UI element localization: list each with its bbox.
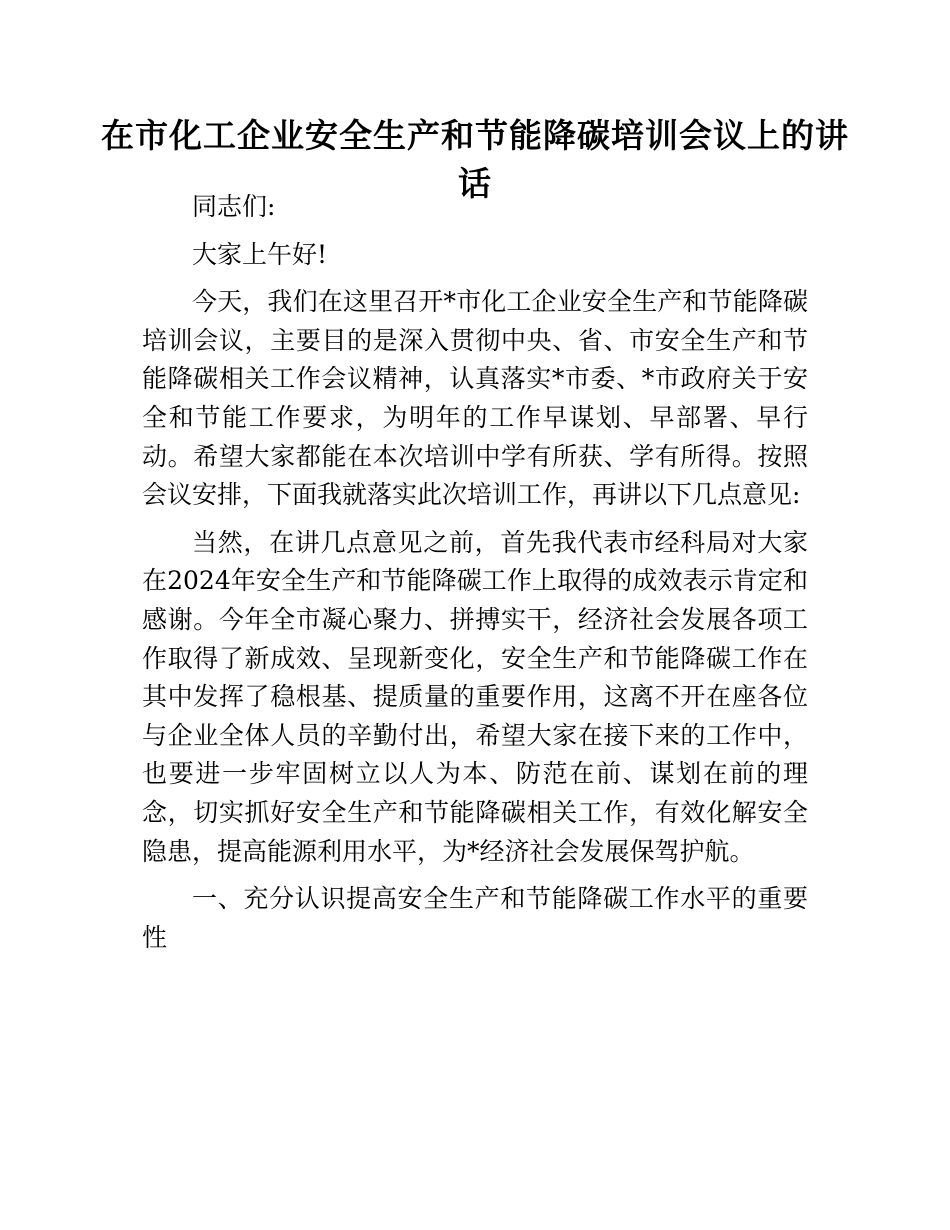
section-heading: 一、充分认识提高安全生产和节能降碳工作水平的重要性 <box>142 884 808 952</box>
paragraph: 今天，我们在这里召开*市化工企业安全生产和节能降碳培训会议，主要目的是深入贯彻中央、省、市安全生产和节能降碳相关工作会议精神，认真落实*市委、*市政府关于安全和节能工作要求，为明年的工作早谋划、早部署、早行动。希望大家都能在本次培训中学有所获、学有所得。按照会议安排，下面我就落实此次培训工作，再讲以下几点意见: <box>142 287 808 510</box>
salutation: 同志们: <box>192 192 276 221</box>
paragraph: 当然，在讲几点意见之前，首先我代表市经科局对大家在2024年安全生产和节能降碳工作上取得的成效表示肯定和感谢。今年全市凝心聚力、拼搏实干，经济社会发展各项工作取得了新成效、呈现新变化，安全生产和节能降碳工作在其中发挥了稳根基、提质量的重要作用，这离不开在座各位与企业全体人员的辛勤付出，希望大家在接下来的工作中，也要进一步牢固树立以人为本、防范在前、谋划在前的理念，切实抓好安全生产和节能降碳相关工作，有效化解安全隐患，提高能源利用水平，为*经济社会发展保驾护航。 <box>142 527 808 866</box>
document-body <box>142 188 808 966</box>
document-title: 在市化工企业安全生产和节能降碳培训会议上的讲话 <box>101 116 849 203</box>
greeting: 大家上午好! <box>192 239 328 269</box>
